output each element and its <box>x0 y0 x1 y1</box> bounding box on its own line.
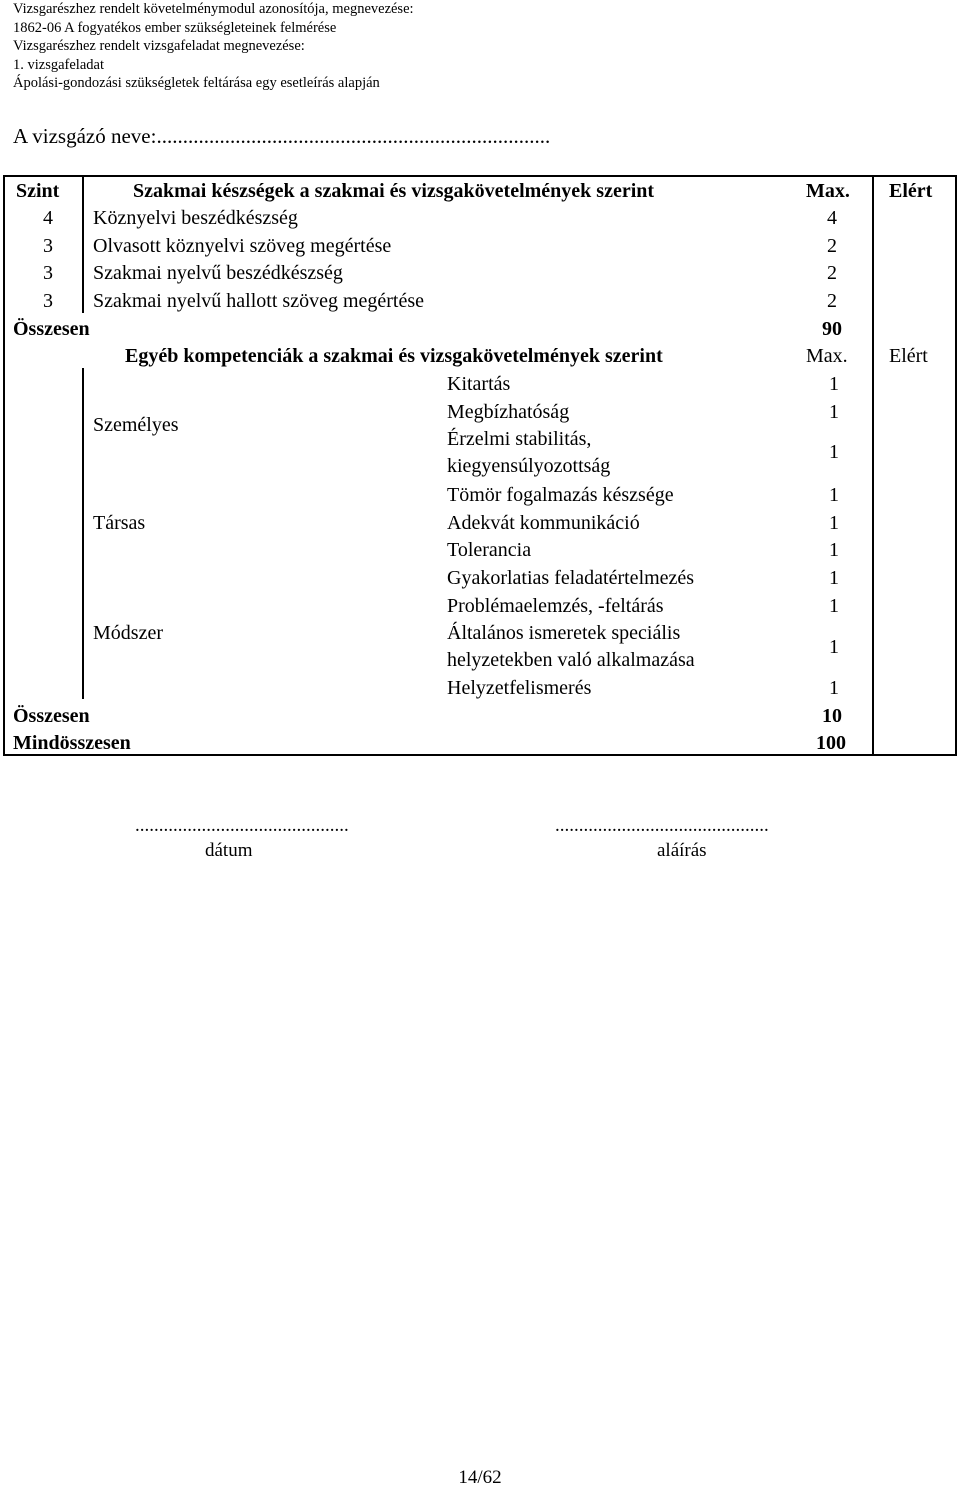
competency-max: 1 <box>829 441 839 463</box>
competency-name: Tolerancia <box>447 539 532 561</box>
competency-name: Általános ismeretek speciális <box>447 622 681 644</box>
subtotal-row <box>3 315 957 343</box>
competency-max: 1 <box>829 595 839 617</box>
max-header: Max. <box>806 180 850 202</box>
table-header-row <box>3 177 957 205</box>
competency-header: Egyéb kompetenciák a szakmai és vizsgakövetelmények szerint <box>125 345 663 367</box>
subtotal-row <box>3 702 957 730</box>
header-line: Vizsgarészhez rendelt vizsgafeladat megnevezése: <box>13 38 305 54</box>
group-personal: Személyes <box>93 414 179 436</box>
subtotal-value: 90 <box>822 318 842 340</box>
level-value: 3 <box>43 235 53 257</box>
competency-name: Gyakorlatias feladatértelmezés <box>447 567 695 589</box>
level-value: 3 <box>43 262 53 284</box>
page-number: 14/62 <box>458 1467 502 1488</box>
competency-max: 1 <box>829 636 839 658</box>
level-value: 3 <box>43 290 53 312</box>
competency-name-cont: kiegyensúlyozottság <box>447 455 611 477</box>
competency-max: 1 <box>829 539 839 561</box>
header-line: Ápolási-gondozási szükségletek feltárása egy esetleírás alapján <box>13 75 380 91</box>
skill-name: Szakmai nyelvű hallott szöveg megértése <box>93 290 425 312</box>
competency-max: 1 <box>829 567 839 589</box>
level-value: 4 <box>43 207 53 229</box>
competency-name: Helyzetfelismerés <box>447 677 592 699</box>
competency-max: 1 <box>829 373 839 395</box>
competency-header-row <box>3 342 957 370</box>
subtotal-label: Összesen <box>13 318 90 340</box>
document-header <box>13 0 414 93</box>
competency-max: 1 <box>829 677 839 699</box>
competency-name: Kitartás <box>447 373 511 395</box>
subtotal-label: Összesen <box>13 705 90 727</box>
competency-name: Tömör fogalmazás készsége <box>447 484 674 506</box>
competency-max: 1 <box>829 512 839 534</box>
skill-name: Olvasott köznyelvi szöveg megértése <box>93 235 392 257</box>
competency-name-cont: helyzetekben való alkalmazása <box>447 649 695 671</box>
total-row <box>3 729 957 757</box>
signature-dots: ............................................. <box>555 815 769 836</box>
max-value: 2 <box>827 262 837 284</box>
header-line: 1. vizsgafeladat <box>13 56 104 73</box>
skill-name: Köznyelvi beszédkészség <box>93 207 298 229</box>
competency-name: Problémaelemzés, -feltárás <box>447 595 664 617</box>
header-line: Vizsgarészhez rendelt követelménymodul azonosítója, megnevezése: <box>13 1 414 17</box>
competency-max: 1 <box>829 401 839 423</box>
group-social: Társas <box>93 512 146 534</box>
table-row <box>3 204 957 232</box>
table-row <box>3 232 957 260</box>
total-value: 100 <box>816 732 846 754</box>
competency-name: Megbízhatóság <box>447 401 570 423</box>
table-row <box>3 287 957 315</box>
subtotal-value: 10 <box>822 705 842 727</box>
skill-name: Szakmai nyelvű beszédkészség <box>93 262 343 284</box>
group-method: Módszer <box>93 622 163 644</box>
table-row <box>3 259 957 287</box>
candidate-name-field: A vizsgázó neve:........................................................................... <box>13 124 551 148</box>
total-label: Mindösszesen <box>13 732 131 754</box>
achieved-header: Elért <box>889 345 928 367</box>
achieved-header: Elért <box>889 180 933 202</box>
competency-name: Érzelmi stabilitás, <box>447 428 592 450</box>
max-header: Max. <box>806 345 848 367</box>
skills-header: Szakmai készségek a szakmai és vizsgakövetelmények szerint <box>133 180 655 202</box>
level-header: Szint <box>16 180 60 202</box>
competency-name: Adekvát kommunikáció <box>447 512 640 534</box>
signature-label: aláírás <box>657 840 707 861</box>
group-column-border <box>82 368 84 699</box>
date-dots: ............................................. <box>135 815 349 836</box>
max-value: 4 <box>827 207 837 229</box>
competency-max: 1 <box>829 484 839 506</box>
date-label: dátum <box>205 840 253 861</box>
max-value: 2 <box>827 290 837 312</box>
header-line: 1862-06 A fogyatékos ember szükségleteinek felmérése <box>13 19 337 36</box>
max-value: 2 <box>827 235 837 257</box>
